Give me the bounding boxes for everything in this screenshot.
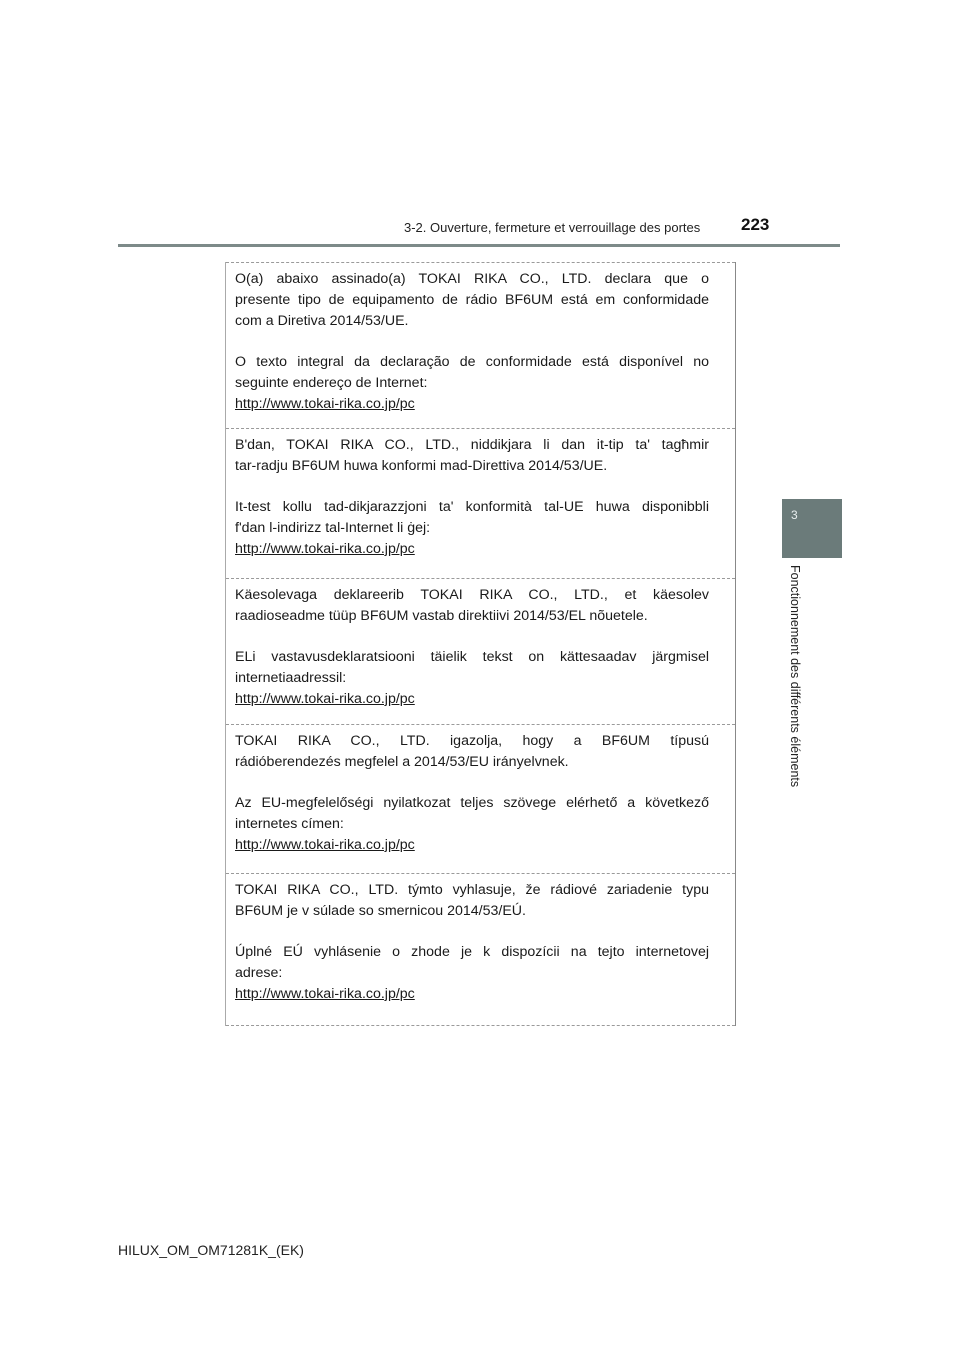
text-line: presente tipo de equipamento de rádio BF6UM está em conformidade: [235, 292, 709, 308]
text-line: B'dan, TOKAI RIKA CO., LTD., niddikjara li dan it-tip ta' tagħmir: [235, 437, 709, 453]
declaration-link[interactable]: http://www.tokai-rika.co.jp/pc: [235, 541, 415, 557]
chapter-number: 3: [791, 508, 798, 522]
page-number: 223: [741, 215, 770, 234]
declaration-link[interactable]: http://www.tokai-rika.co.jp/pc: [235, 837, 415, 853]
text-line: BF6UM je v súlade so smernicou 2014/53/EÚ.: [235, 903, 526, 919]
text-line: f'dan l-indirizz tal-Internet li ġej:: [235, 520, 431, 536]
table-bottom-border: [226, 1025, 735, 1026]
text-line: TOKAI RIKA CO., LTD. igazolja, hogy a BF6UM típusú: [235, 733, 709, 749]
section-title: 3-2. Ouverture, fermeture et verrouillage des portes: [404, 220, 701, 235]
text-line: TOKAI RIKA CO., LTD. týmto vyhlasuje, že rádiové zariadenie typu: [235, 882, 709, 898]
text-line: O texto integral da declaração de conformidade está disponível no: [235, 354, 709, 370]
text-line: adrese:: [235, 965, 283, 981]
declaration-sk: [226, 873, 735, 1025]
declarations-table: [225, 262, 736, 1026]
chapter-tab: [782, 499, 842, 558]
declaration-mt: [226, 428, 735, 578]
chapter-title: Fonctionnement des différents éléments: [788, 565, 802, 788]
declaration-link[interactable]: http://www.tokai-rika.co.jp/pc: [235, 396, 415, 412]
text-line: internetes címen:: [235, 816, 344, 832]
text-line: O(a) abaixo assinado(a) TOKAI RIKA CO., LTD. declara que o: [235, 271, 709, 287]
declaration-pt: [226, 262, 735, 428]
declaration-hu: [226, 724, 735, 873]
declaration-et: [226, 578, 735, 724]
text-line: Az EU-megfelelőségi nyilatkozat teljes szövege elérhető a következő: [235, 795, 709, 811]
text-line: Úplné EÚ vyhlásenie o zhode je k dispozícii na tejto internetovej: [235, 944, 709, 960]
text-line: Käesolevaga deklareerib TOKAI RIKA CO., LTD., et käesolev: [235, 587, 709, 603]
text-line: seguinte endereço de Internet:: [235, 375, 428, 391]
text-line: rádióberendezés megfelel a 2014/53/EU irányelvnek.: [235, 754, 569, 770]
header-rule: [118, 244, 840, 247]
text-line: raadioseadme tüüp BF6UM vastab direktiivi 2014/53/EL nõuetele.: [235, 608, 648, 624]
text-line: com a Diretiva 2014/53/UE.: [235, 313, 409, 329]
declaration-link[interactable]: http://www.tokai-rika.co.jp/pc: [235, 986, 415, 1002]
document-code: HILUX_OM_OM71281K_(EK): [118, 1242, 304, 1258]
text-line: internetiaadressil:: [235, 670, 347, 686]
text-line: ELi vastavusdeklaratsiooni täielik tekst on kättesaadav järgmisel: [235, 649, 709, 665]
declaration-link[interactable]: http://www.tokai-rika.co.jp/pc: [235, 691, 415, 707]
text-line: tar-radju BF6UM huwa konformi mad-Direttiva 2014/53/UE.: [235, 458, 608, 474]
text-line: It-test kollu tad-dikjarazzjoni ta' konformità tal-UE huwa disponibbli: [235, 499, 709, 515]
